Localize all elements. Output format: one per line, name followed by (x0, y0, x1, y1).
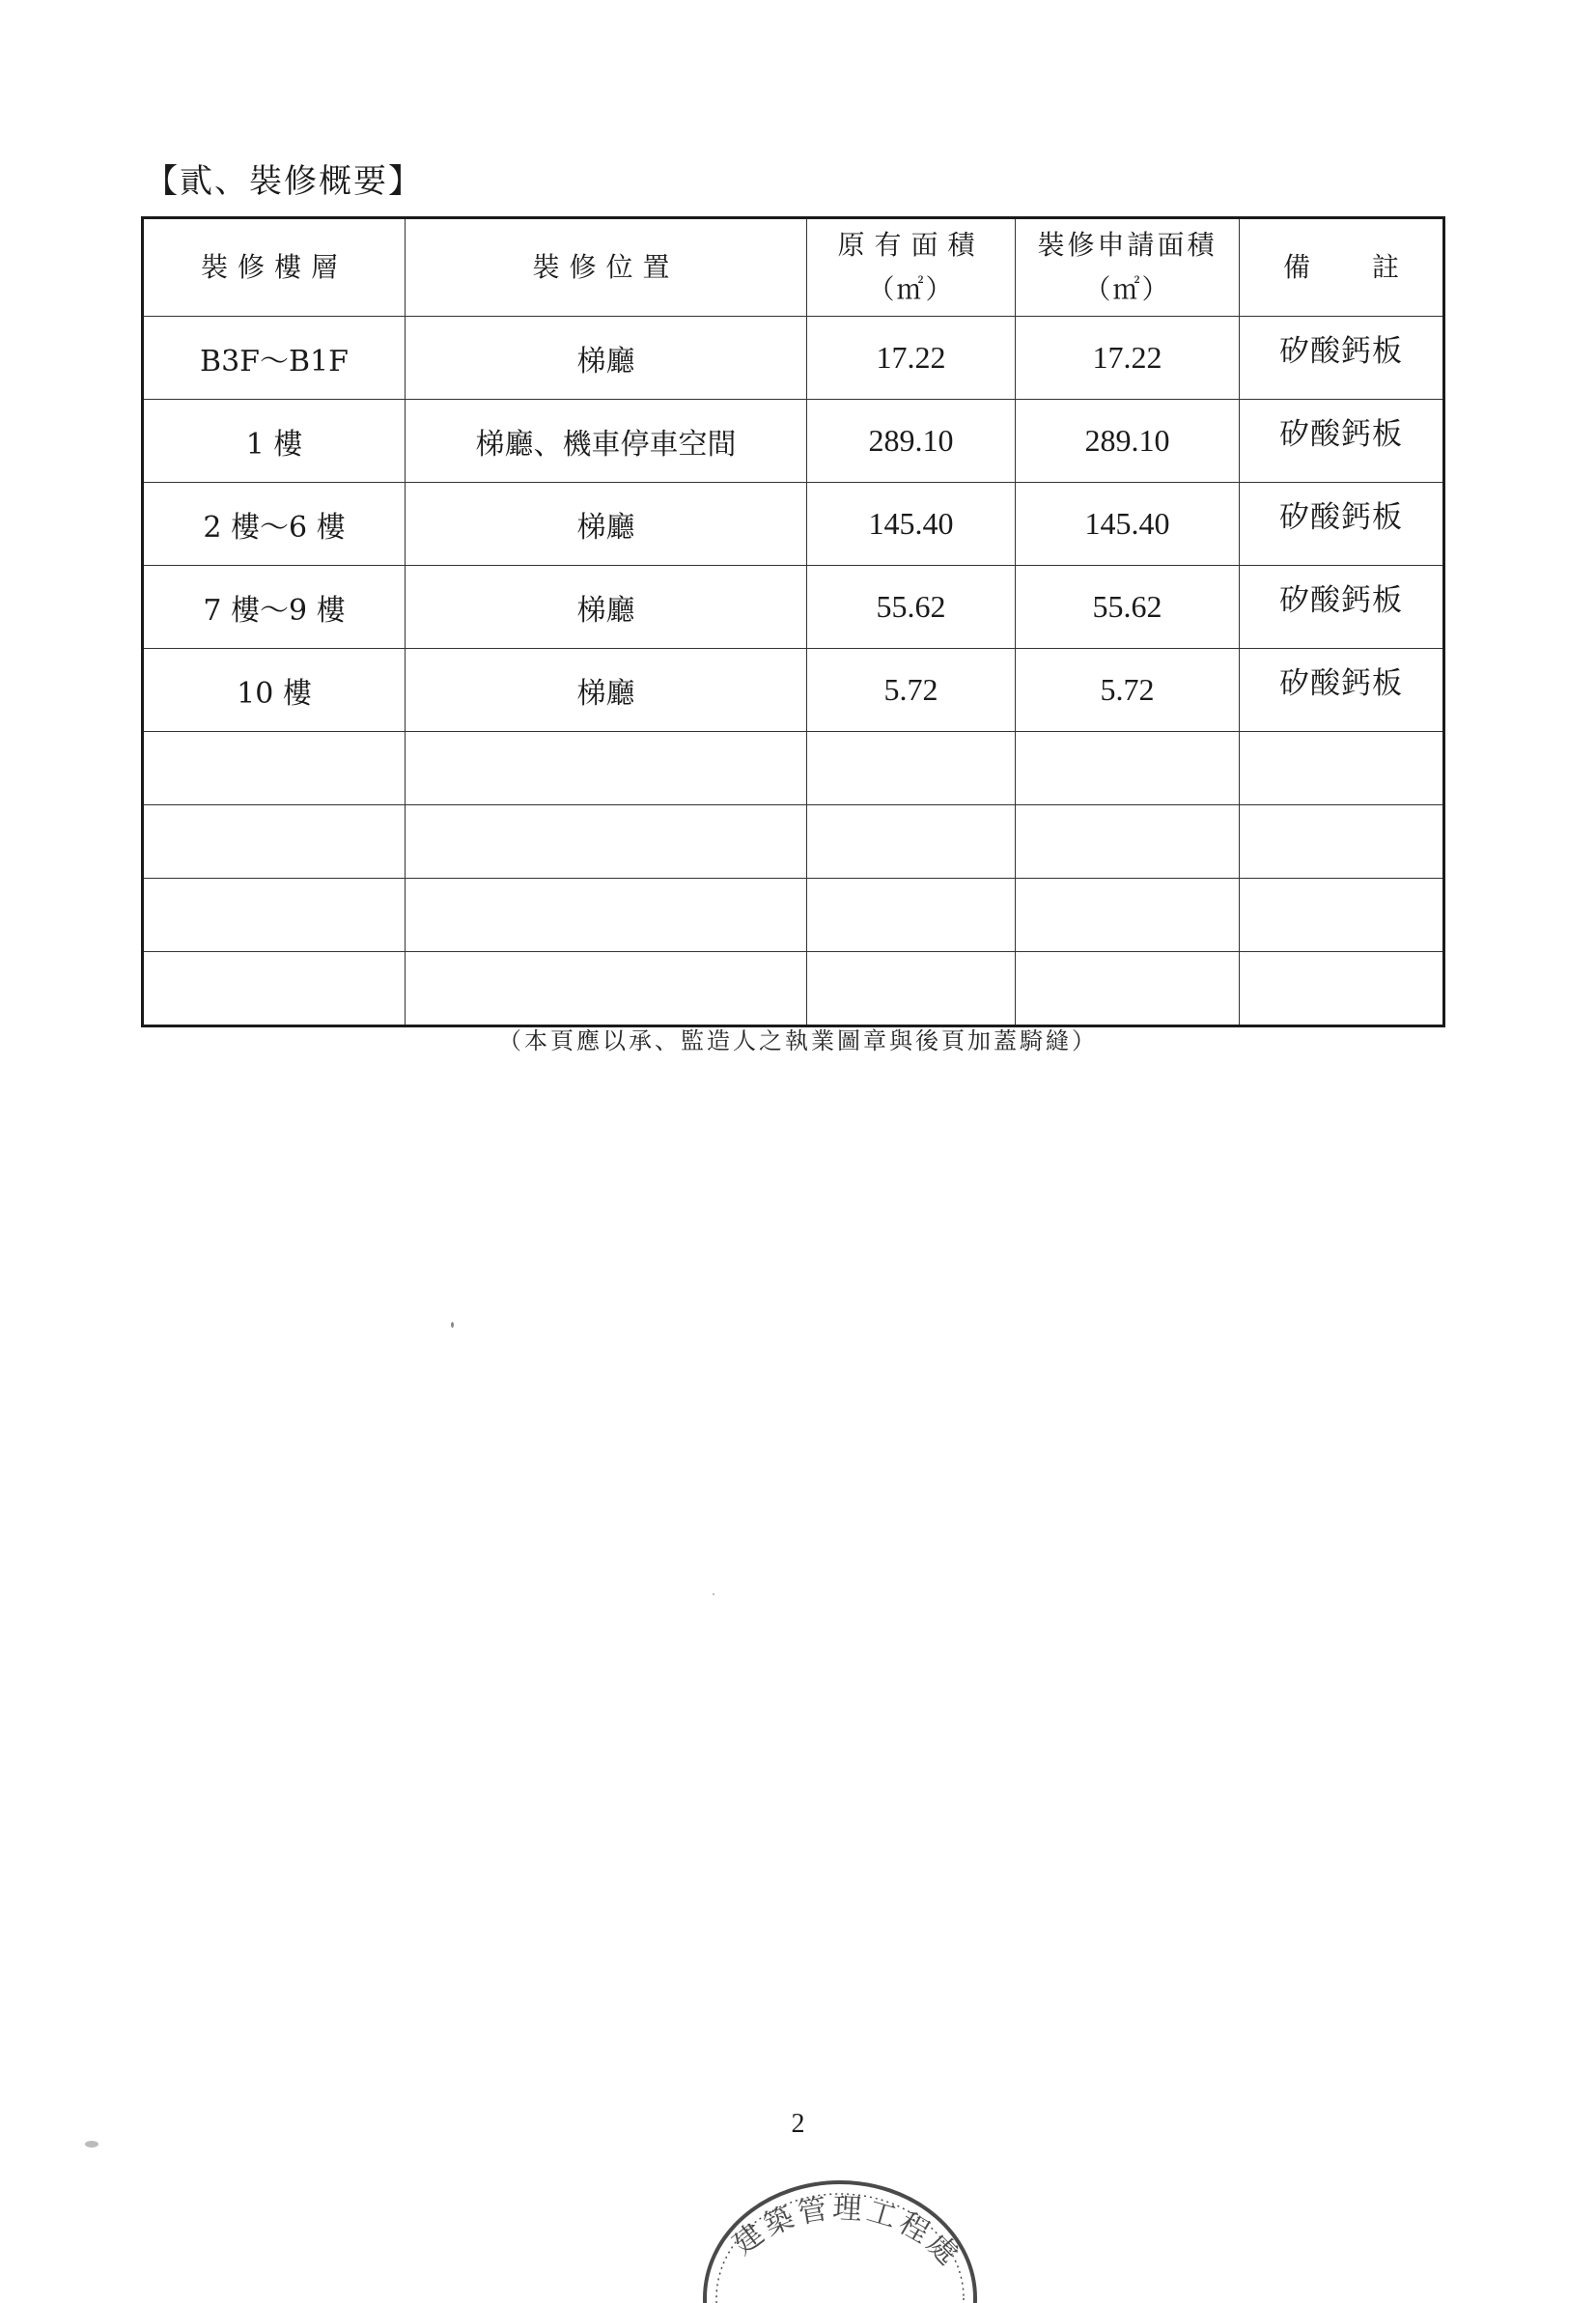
cell-applied-area (1016, 732, 1240, 805)
header-location: 裝修位置 (406, 218, 807, 317)
cell-location (406, 879, 807, 952)
cell-original-area (807, 805, 1016, 879)
cell-original-area: 5.72 (807, 649, 1016, 732)
scan-speck (451, 1322, 454, 1328)
cell-floor: 1 樓 (143, 400, 406, 483)
table-header-row (143, 218, 1444, 317)
cell-original-area: 17.22 (807, 317, 1016, 400)
cell-remark (1240, 879, 1444, 952)
cell-original-area (807, 732, 1016, 805)
cell-location: 梯廳、機車停車空間 (406, 400, 807, 483)
cell-applied-area (1016, 952, 1240, 1026)
cell-remark (1240, 805, 1444, 879)
header-original-area (807, 218, 1016, 317)
cell-remark: 矽酸鈣板 (1240, 317, 1444, 400)
cell-applied-area (1016, 879, 1240, 952)
cell-applied-area: 55.62 (1016, 566, 1240, 649)
table-row (143, 483, 1444, 566)
section-title: 【貳、裝修概要】 (145, 162, 423, 201)
cell-original-area: 289.10 (807, 400, 1016, 483)
cell-applied-area: 17.22 (1016, 317, 1240, 400)
header-applied-area-unit: （㎡） (1083, 273, 1171, 305)
cell-remark: 矽酸鈣板 (1240, 400, 1444, 483)
table-row (143, 649, 1444, 732)
seal-instruction-note: （本頁應以承、監造人之執業圖章與後頁加蓋騎縫） (498, 1027, 1098, 1054)
cell-remark: 矽酸鈣板 (1240, 566, 1444, 649)
cell-location (406, 952, 807, 1026)
cell-floor: 7 樓～9 樓 (143, 566, 406, 649)
cell-remark (1240, 952, 1444, 1026)
table-row-empty (143, 805, 1444, 879)
table-row (143, 566, 1444, 649)
seal-text: 建築管理工程處 (727, 2191, 967, 2275)
cell-location: 梯廳 (406, 566, 807, 649)
cell-remark: 矽酸鈣板 (1240, 483, 1444, 566)
cell-floor (143, 805, 406, 879)
cell-applied-area: 5.72 (1016, 649, 1240, 732)
cell-floor: 10 樓 (143, 649, 406, 732)
header-applied-area (1016, 218, 1240, 317)
cell-location: 梯廳 (406, 483, 807, 566)
header-original-area-label: 原有面積 (837, 229, 985, 261)
header-remark (1240, 218, 1444, 317)
cell-floor (143, 732, 406, 805)
header-applied-area-label: 裝修申請面積 (1037, 229, 1218, 261)
cell-original-area: 145.40 (807, 483, 1016, 566)
table-row (143, 400, 1444, 483)
cell-floor: B3F～B1F (143, 317, 406, 400)
header-floor: 裝修樓層 (143, 218, 406, 317)
cell-remark: 矽酸鈣板 (1240, 649, 1444, 732)
page-number: 2 (791, 2109, 805, 2139)
table-row (143, 317, 1444, 400)
cell-floor (143, 952, 406, 1026)
cell-original-area: 55.62 (807, 566, 1016, 649)
cell-floor: 2 樓～6 樓 (143, 483, 406, 566)
cell-location: 梯廳 (406, 317, 807, 400)
header-original-area-unit: （㎡） (867, 273, 955, 305)
cell-remark (1240, 732, 1444, 805)
official-seal-stamp (695, 2129, 985, 2303)
cell-floor (143, 879, 406, 952)
cell-original-area (807, 879, 1016, 952)
header-remark-label: 備註 (1283, 251, 1399, 283)
table-row-empty (143, 952, 1444, 1026)
cell-applied-area: 145.40 (1016, 483, 1240, 566)
cell-applied-area: 289.10 (1016, 400, 1240, 483)
cell-location (406, 805, 807, 879)
table-row-empty (143, 732, 1444, 805)
scan-speck (85, 2141, 98, 2148)
table-row-empty (143, 879, 1444, 952)
cell-original-area (807, 952, 1016, 1026)
renovation-summary-table (141, 216, 1445, 1027)
scan-speck (713, 1593, 714, 1595)
cell-location: 梯廳 (406, 649, 807, 732)
cell-applied-area (1016, 805, 1240, 879)
cell-location (406, 732, 807, 805)
